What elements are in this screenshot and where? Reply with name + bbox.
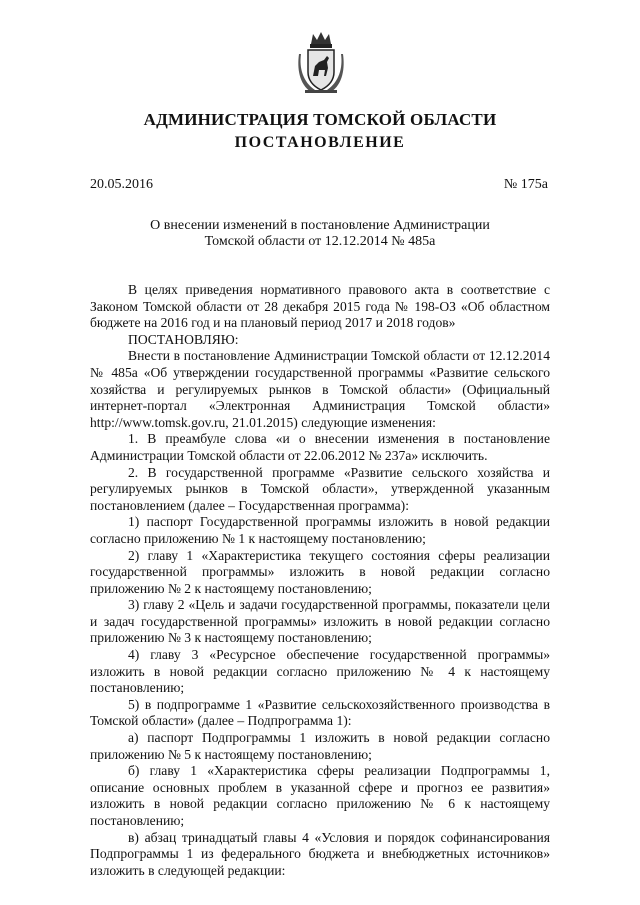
body-paragraph: 5) в подпрограмме 1 «Развитие сельскохозяйственного производства в Томской области» (далее – Подпрограмма 1): [90,696,550,729]
body-paragraph: в) абзац тринадцатый главы 4 «Условия и порядок софинансирования Подпрограммы 1 из федерального бюджета и внебюджетных источников» изложить в следующей редакции: [90,829,550,878]
document-date: 20.05.2016 [90,177,153,192]
document-body [90,282,550,879]
decree-word: ПОСТАНОВЛЯЮ: [128,331,239,347]
document-subject [0,218,640,250]
tomsk-coat-of-arms-emblem [297,30,345,96]
body-paragraph: Внести в постановление Администрации Томской области от 12.12.2014 № 485а «Об утверждении государственной программы «Развитие сельского хозяйства и регулируемых рынков в Томской области» (Официальный интернет-портал «Электронная Администрация Томской области» http://www.tomsk.gov.ru, 21.01.2015) следующие изменения: [90,348,550,430]
body-paragraph: 3) главу 2 «Цель и задачи государственной программы, показатели цели и задач государственной программы» изложить в новой редакции согласно приложению № 3 к настоящему постановлению; [90,597,550,646]
body-paragraph: б) главу 1 «Характеристика сферы реализации Подпрограммы 1, описание основных проблем в указанной сфере и прогноз ее развития» изложить в новой редакции согласно приложению № 6 к настоящему постановлению; [90,763,550,828]
subject-line: Томской области от 12.12.2014 № 485а [204,234,436,249]
body-paragraph: 2) главу 1 «Характеристика текущего состояния сферы реализации государственной программы» изложить в новой редакции согласно приложению № 2 к настоящему постановлению; [90,547,550,596]
body-paragraph: 1. В преамбуле слова «и о внесении изменения в постановление Администрации Томской области от 22.06.2012 № 237а» исключить. [90,431,550,463]
document-type-title: ПОСТАНОВЛЕНИЕ [234,134,406,151]
body-paragraph: 1) паспорт Государственной программы изложить в новой редакции согласно приложению № 1 к настоящему постановлению; [90,514,550,546]
body-paragraph: В целях приведения нормативного правового акта в соответствие с Законом Томской области от 28 декабря 2015 года № 198-ОЗ «Об областном бюджете на 2016 год и на плановый период 2017 и 2018 годов» [90,282,550,331]
body-paragraph: а) паспорт Подпрограммы 1 изложить в новой редакции согласно приложению № 5 к настоящему постановлению; [90,730,550,762]
organization-title: АДМИНИСТРАЦИЯ ТОМСКОЙ ОБЛАСТИ [143,110,497,129]
body-paragraph: 4) главу 3 «Ресурсное обеспечение государственной программы» изложить в новой редакции согласно приложению № 4 к настоящему постановлению; [90,647,550,696]
document-number: № 175а [503,177,548,192]
body-paragraph: 2. В государственной программе «Развитие сельского хозяйства и регулируемых рынков в Томской области», утвержденной указанным постановлением (далее – Государственная программа): [90,464,550,513]
subject-line: О внесении изменений в постановление Администрации [150,218,490,233]
